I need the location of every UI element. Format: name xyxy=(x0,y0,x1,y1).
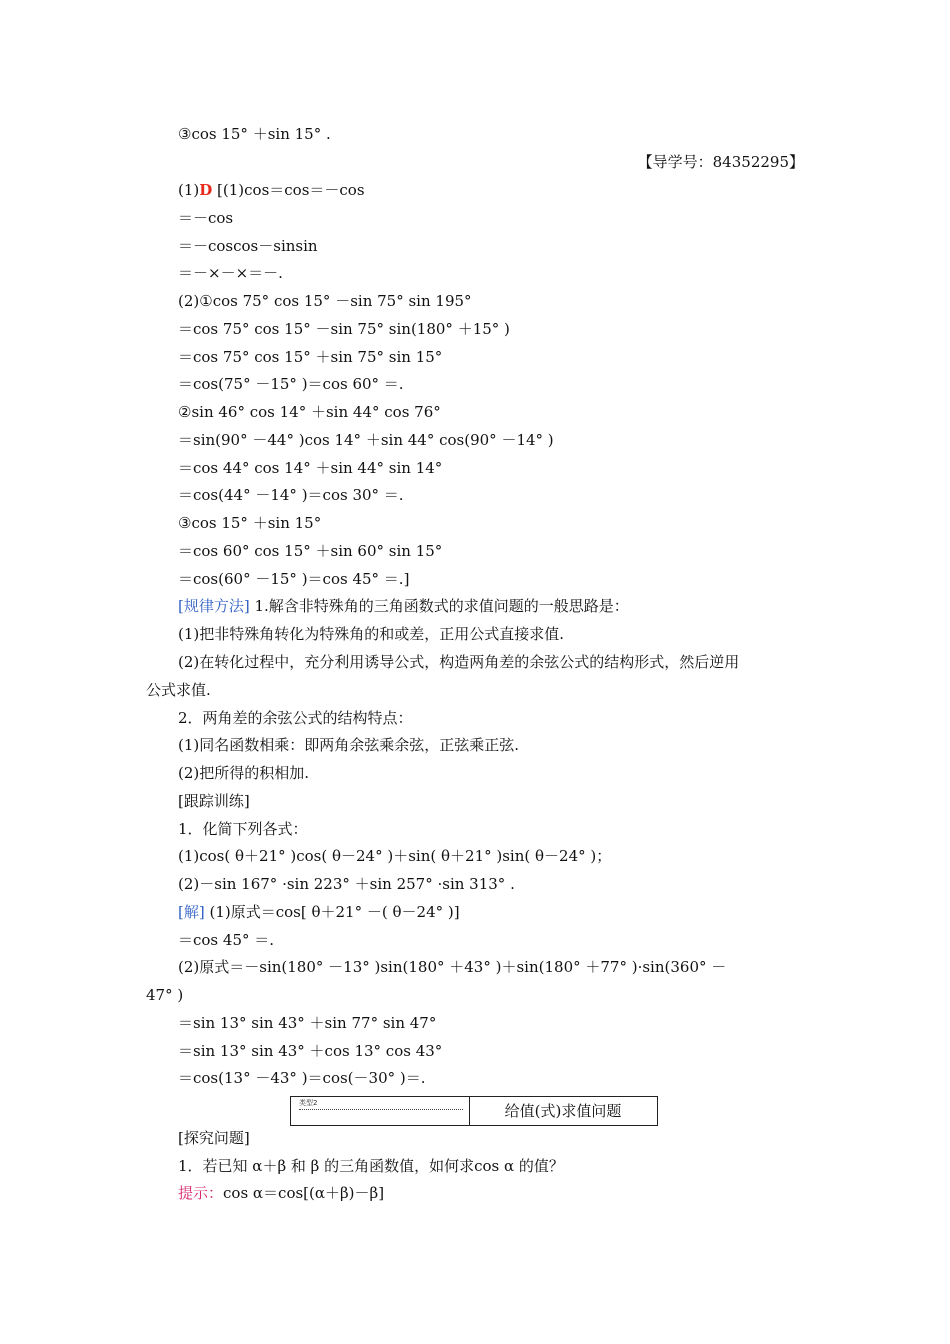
solution-text: (1)原式＝cos[ θ＋21° －( θ－24° )] xyxy=(204,903,460,921)
section-title: 给值(式)求值问题 xyxy=(504,1102,622,1120)
text-line: 1．化简下列各式： xyxy=(178,820,308,838)
type-tag: 类型2 xyxy=(299,1099,318,1107)
answer-line xyxy=(178,180,365,200)
text-line: ＝cos 45° ＝. xyxy=(178,931,275,949)
section-type-box xyxy=(290,1096,658,1126)
text-line: ＝cos(44° －14° )＝cos 30° ＝. xyxy=(178,486,404,504)
text-line: ＝cos 44° cos 14° ＋sin 44° sin 14° xyxy=(178,459,443,477)
text-line: ③cos 15° ＋sin 15° . xyxy=(178,125,331,143)
text-line: ＝－×－×＝－. xyxy=(178,264,283,282)
text-line: ③cos 15° ＋sin 15° xyxy=(178,514,322,532)
answer-prefix: (1) xyxy=(178,181,200,199)
hint-text: cos α＝cos[(α＋β)－β] xyxy=(223,1184,385,1202)
hint-label: 提示： xyxy=(178,1184,224,1202)
text-line: [跟踪训练] xyxy=(178,792,250,810)
text-line: ＝－cos xyxy=(178,209,234,227)
text-line: ＝cos 60° cos 15° ＋sin 60° sin 15° xyxy=(178,542,443,560)
text-line: (2)原式＝－sin(180° －13° )sin(180° ＋43° )＋sin(180° ＋77° )·sin(360° － xyxy=(178,958,727,976)
text-line: (2)－sin 167° ·sin 223° ＋sin 257° ·sin 313° . xyxy=(178,875,515,893)
dotted-divider xyxy=(299,1109,463,1110)
text-line: ＝sin 13° sin 43° ＋sin 77° sin 47° xyxy=(178,1014,437,1032)
method-text: 1.解含非特殊角的三角函数式的求值问题的一般思路是： xyxy=(249,597,629,615)
solution-line xyxy=(178,902,460,922)
text-line: 公式求值. xyxy=(146,681,211,699)
answer-choice: D xyxy=(199,181,213,199)
method-line xyxy=(178,596,629,616)
text-line: ＝sin 13° sin 43° ＋cos 13° cos 43° xyxy=(178,1042,443,1060)
method-label: [规律方法] xyxy=(178,597,250,615)
text-line: 2．两角差的余弦公式的结构特点： xyxy=(178,709,413,727)
text-line: ＝sin(90° －44° )cos 14° ＋sin 44° cos(90° －14° ) xyxy=(178,431,554,449)
solution-label: [解] xyxy=(178,903,205,921)
text-line: (1)同名函数相乘：即两角余弦乘余弦，正弦乘正弦. xyxy=(178,736,520,754)
text-line: 1．若已知 α＋β 和 β 的三角函数值，如何求cos α 的值？ xyxy=(178,1157,564,1175)
text-line: ②sin 46° cos 14° ＋sin 44° cos 76° xyxy=(178,403,441,421)
text-line: (1)cos( θ＋21° )cos( θ－24° )＋sin( θ＋21° )sin( θ－24° )； xyxy=(178,847,612,865)
text-line: ＝cos(13° －43° )＝cos(－30° )＝. xyxy=(178,1069,426,1087)
text-line: (2)在转化过程中，充分利用诱导公式，构造两角差的余弦公式的结构形式，然后逆用 xyxy=(178,653,740,671)
hint-line xyxy=(178,1183,384,1203)
text-line: [探究问题] xyxy=(178,1129,250,1147)
text-line: ＝cos 75° cos 15° －sin 75° sin(180° ＋15° ) xyxy=(178,320,510,338)
text-line: 47° ) xyxy=(146,986,184,1004)
answer-rest: [(1)cos＝cos＝－cos xyxy=(212,181,365,199)
text-line: (2)把所得的积相加. xyxy=(178,764,310,782)
text-line: ＝cos(75° －15° )＝cos 60° ＝. xyxy=(178,375,404,393)
text-line: ＝－coscos－sinsin xyxy=(178,237,318,255)
text-line: (1)把非特殊角转化为特殊角的和或差，正用公式直接求值. xyxy=(178,625,565,643)
guide-number: 【导学号：84352295】 xyxy=(637,153,804,171)
text-line: ＝cos(60° －15° )＝cos 45° ＝.] xyxy=(178,570,410,588)
text-line: (2)①cos 75° cos 15° －sin 75° sin 195° xyxy=(178,292,472,310)
text-line: ＝cos 75° cos 15° ＋sin 75° sin 15° xyxy=(178,348,443,366)
